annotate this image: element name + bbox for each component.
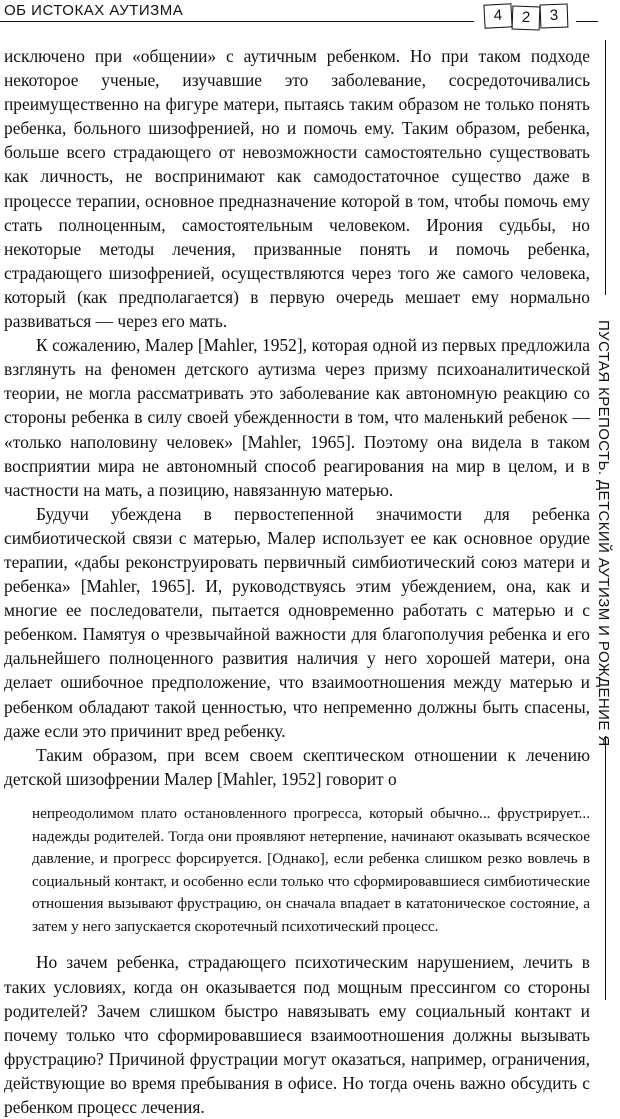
paragraph: Таким образом, при всем своем скептическом отношении к лечению детской шизофрении Малер [Mahler, 1952] говорит о bbox=[4, 744, 590, 789]
header-rule-right bbox=[576, 21, 598, 22]
side-rule-top bbox=[605, 40, 606, 295]
side-rule-bottom bbox=[605, 736, 606, 1000]
page-number-digit: 2 bbox=[512, 6, 541, 31]
running-header bbox=[0, 0, 596, 38]
page-number-digit: 3 bbox=[540, 4, 569, 29]
running-head-title: ОБ ИСТОКАХ АУТИЗМА bbox=[4, 2, 184, 19]
header-rule bbox=[0, 21, 474, 22]
paragraph: Будучи убеждена в первостепенной значимости для ребенка симбиотической связи с матерью, Малер использует ее как основное орудие терапии, «дабы реконструировать первичный симбиотический союз матери и ребенка» [Mahler, 1965]. И, руководствуясь этим убеждением, она, как и многие ее последователи, пытается одновременно работать с матерью и с ребенком. Памятуя о чрезвычайной важности для благополучия ребенка и его дальнейшего полноценного развития наличия у него хорошей матери, она делает ошибочное предположение, что взаимоотношения между матерью и ребенком обладают такой ценностью, что непременно должны быть спасены, даже если это причинит вред ребенку. bbox=[4, 503, 590, 741]
page-number-digit: 4 bbox=[483, 3, 512, 28]
page-number bbox=[478, 4, 574, 34]
side-running-title: ПУСТАЯ КРЕПОСТЬ. ДЕТСКИЙ АУТИЗМ И РОЖДЕНИЕ Я bbox=[595, 320, 612, 747]
main-text bbox=[4, 44, 590, 1119]
quote-text: непреодолимом плато остановленного прогресса, который обычно... фрустрирует... надежды родителей. Тогда они проявляют нетерпение, начинают оказывать всяческое давление, и прогресс форсируется. [Однако], если ребенка слишком резко вовлечь в социальный контакт, и особенно если только что сформировавшиеся симбиотические отношения вызывают фрустрацию, он сначала впадает в кататоническое состояние, а затем у него запускается скоротечный психотический процесс. bbox=[32, 804, 590, 935]
block-quote bbox=[32, 803, 590, 939]
paragraph: Но зачем ребенка, страдающего психотическим нарушением, лечить в таких условиях, когда он оказывается под мощным прессингом со стороны родителей? Зачем слишком быстро навязывать ему социальный контакт и почему только что сформировавшиеся взаимоотношения должны вызывать фрустрацию? Причиной фрустрации могут оказаться, например, ограничения, действующие во время пребывания в офисе. Но тогда очень важно обсудить с ребенком процесс лечения. bbox=[4, 952, 590, 1118]
paragraph: исключено при «общении» с аутичным ребенком. Но при таком подходе некоторое ученые, изучавшие это заболевание, сосредоточивались преимущественно на фигуре матери, пытаясь таким образом не только понять ребенка, больного шизофренией, но и помочь ему. Таким образом, ребенка, больше всего страдающего от невозможности самостоятельно существовать как личность, не воспринимают как самодостаточное существо даже в процессе терапии, основное предназначение которой в том, чтобы помочь ему стать полноценным, самостоятельным человеком. Ирония судьбы, но некоторые методы лечения, призванные понять и помочь ребенка, страдающего шизофренией, осуществляются через того же самого человека, который (как предполагается) в первую очередь мешает ему нормально развиваться — через его мать. bbox=[4, 46, 590, 332]
paragraph: К сожалению, Малер [Mahler, 1952], которая одной из первых предложила взглянуть на феномен детского аутизма через призму психоаналитической теории, не могла рассматривать это заболевание как автономную реакцию со стороны ребенка в силу своей убежденности в том, что маленький ребенок — «только наполовину человек» [Mahler, 1965]. Поэтому она видела в таком восприятии мира не автономный способ реагирования на мир в целом, и в частности на мать, а позицию, навязанную матерью. bbox=[4, 335, 590, 500]
